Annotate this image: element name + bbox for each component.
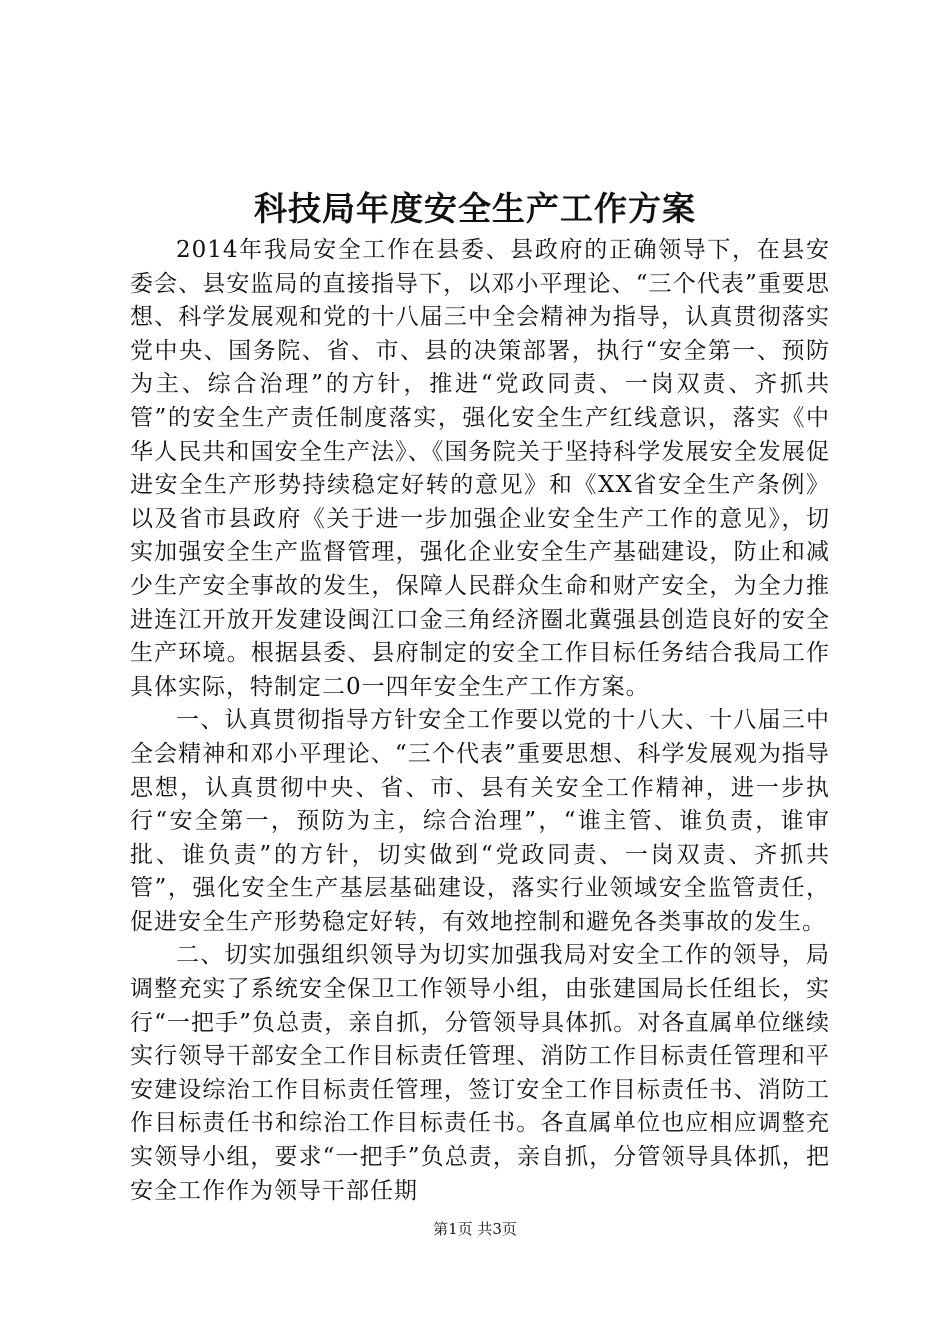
- paragraph-section-1: 一、认真贯彻指导方针安全工作要以党的十八大、十八届三中全会精神和邓小平理论、“三个代表”重要思想、科学发展观为指导思想，认真贯彻中央、省、市、县有关安全工作精神，进一步执行“安全第一，预防为主，综合治理”，“谁主管、谁负责，谁审批、谁负责”的方针，切实做到“党政同责、一岗双责、齐抓共管”，强化安全生产基层基础建设，落实行业领域安全监管责任，促进安全生产形势稳定好转，有效地控制和避免各类事故的发生。: [130, 707, 830, 935]
- paragraph-intro: 2014年我局安全工作在县委、县政府的正确领导下，在县安委会、县安监局的直接指导下，以邓小平理论、“三个代表”重要思想、科学发展观和党的十八届三中全会精神为指导，认真贯彻落实党中央、国务院、省、市、县的决策部署，执行“安全第一、预防为主、综合治理”的方针，推进“党政同责、一岗双责、齐抓共管”的安全生产责任制度落实，强化安全生产红线意识，落实《中华人民共和国安全生产法》、《国务院关于坚持科学发展安全发展促进安全生产形势持续稳定好转的意见》和《XX省安全生产条例》以及省市县政府《关于进一步加强企业安全生产工作的意见》，切实加强安全生产监督管理，强化企业安全生产基础建设，防止和减少生产安全事故的发生，保障人民群众生命和财产安全，为全力推进连江开放开发建设闽江口金三角经济圈北冀强县创造良好的安全生产环境。根据县委、县府制定的安全工作目标任务结合我局工作具体实际，特制定二0一四年安全生产工作方案。: [130, 237, 830, 700]
- document-title: 科技局年度安全生产工作方案: [254, 189, 696, 228]
- document-body: [130, 234, 830, 1208]
- paragraph-section-2: 二、切实加强组织领导为切实加强我局对安全工作的领导，局调整充实了系统安全保卫工作领导小组，由张建国局长任组长，实行“一把手”负总责，亲自抓，分管领导具体抓。对各直属单位继续实行领导干部安全工作目标责任管理、消防工作目标责任管理和平安建设综治工作目标责任管理，签订安全工作目标责任书、消防工作目标责任书和综治工作目标责任书。各直属单位也应相应调整充实领导小组，要求“一把手”负总责，亲自抓，分管领导具体抓，把安全工作作为领导干部任期: [130, 942, 830, 1204]
- page-number-footer: 第1页 共3页: [433, 1220, 517, 1238]
